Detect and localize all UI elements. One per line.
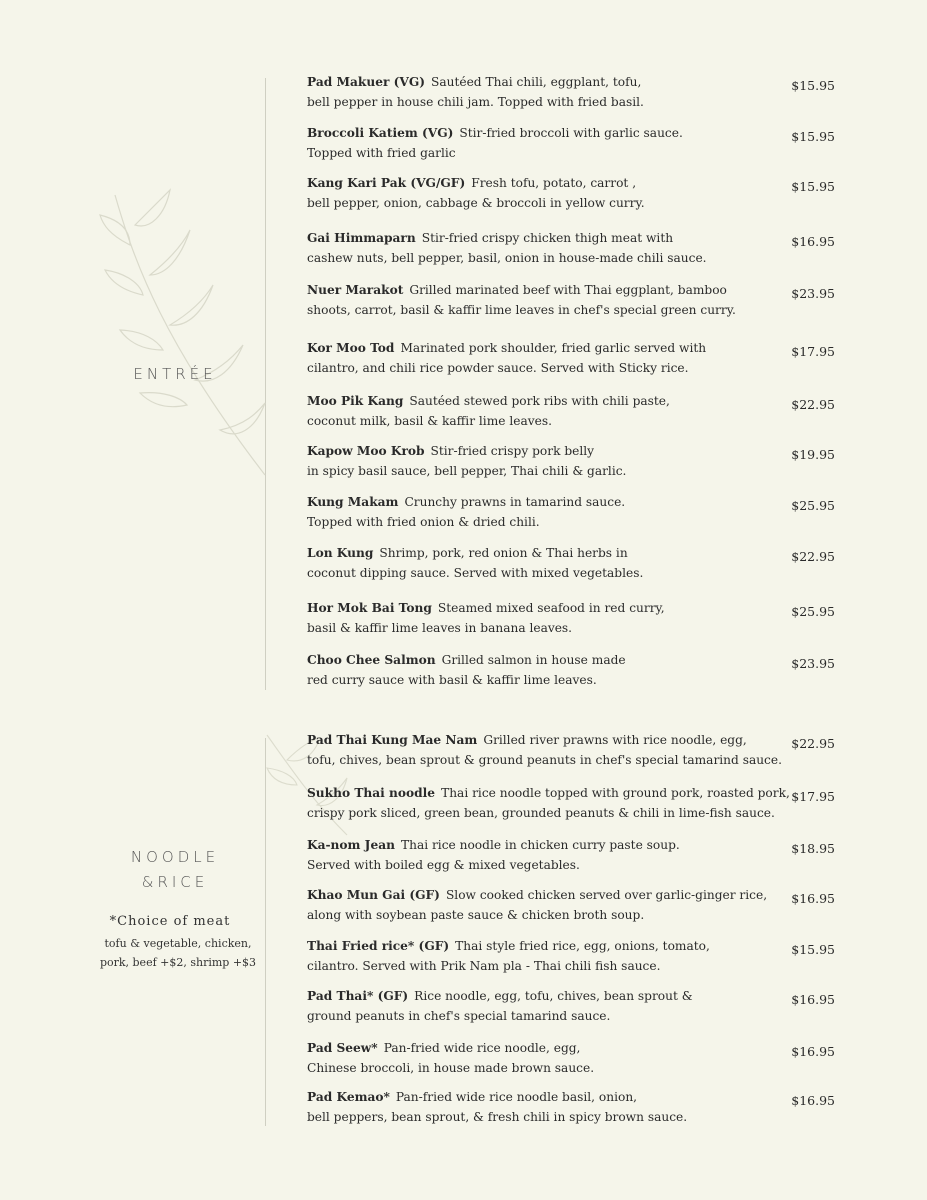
menu-item-price: $15.95 [791,942,835,957]
menu-item-line1 [307,986,787,1006]
menu-item-description-line2: basil & kaffir lime leaves in banana leaves. [307,621,573,635]
menu-item-description-line2: cashew nuts, bell pepper, basil, onion in house-made chili sauce. [307,251,707,265]
menu-item-line1 [307,936,787,956]
menu-item-description-line2: cilantro. Served with Prik Nam pla - Thai chili fish sauce. [307,959,661,973]
menu-item-line1 [307,492,787,512]
menu-item-name: Kung Makam [307,495,399,509]
menu-item-name: Khao Mun Gai (GF) [307,888,440,902]
menu-item-description-line2: coconut dipping sauce. Served with mixed vegetables. [307,566,644,580]
menu-item-line1 [307,280,787,300]
menu-item-price: $23.95 [791,656,835,671]
menu-item-line1 [307,835,787,855]
menu-item-description-line2: bell peppers, bean sprout, & fresh chili in spicy brown sauce. [307,1110,688,1124]
menu-item-price: $16.95 [791,1044,835,1059]
menu-item-description: Crunchy prawns in tamarind sauce. [404,495,626,509]
menu-item [307,228,907,268]
menu-item-description-line2: bell pepper in house chili jam. Topped with fried basil. [307,95,644,109]
noodle-title-line1: NOODLE [130,848,220,866]
menu-item-price: $16.95 [791,891,835,906]
menu-item [307,650,907,690]
noodle-title-line2: &RICE [141,873,209,891]
menu-item-price: $23.95 [791,286,835,301]
menu-item-price: $16.95 [791,1093,835,1108]
menu-item-description-line2: Served with boiled egg & mixed vegetables. [307,858,580,872]
menu-item-description: Stir-fried crispy pork belly [430,444,595,458]
menu-item-price: $18.95 [791,841,835,856]
menu-item-name: Kang Kari Pak (VG/GF) [307,176,466,190]
entree-title: ENTRÉE [133,365,217,383]
menu-item [307,123,907,163]
menu-item [307,1038,907,1078]
menu-item-name: Hor Mok Bai Tong [307,601,432,615]
menu-item-description-line2: crispy pork sliced, green bean, grounded peanuts & chili in lime-fish sauce. [307,806,775,820]
meat-choice-title: *Choice of meat [109,914,231,929]
leaf-decoration-icon [95,185,275,485]
menu-item-description: Marinated pork shoulder, fried garlic served with [400,341,707,355]
menu-item [307,391,907,431]
menu-item [307,783,907,823]
menu-item-description: Fresh tofu, potato, carrot , [471,176,637,190]
menu-item-price: $16.95 [791,992,835,1007]
menu-item-description-line2: bell pepper, onion, cabbage & broccoli in yellow curry. [307,196,645,210]
menu-item-price: $15.95 [791,78,835,93]
menu-item-description: Sautéed Thai chili, eggplant, tofu, [431,75,642,89]
menu-item-description: Sautéed stewed pork ribs with chili paste, [409,394,670,408]
menu-item-line1 [307,228,787,248]
menu-item-price: $25.95 [791,604,835,619]
menu-item [307,986,907,1026]
meat-choice-line2: pork, beef +$2, shrimp +$3 [99,956,257,969]
menu-item-line1 [307,543,787,563]
menu-item-name: Broccoli Katiem (VG) [307,126,454,140]
menu-item [307,1087,907,1127]
menu-item-description-line2: Chinese broccoli, in house made brown sauce. [307,1061,595,1075]
menu-item-name: Pad Thai* (GF) [307,989,409,1003]
menu-item-description: Shrimp, pork, red onion & Thai herbs in [379,546,628,560]
menu-item [307,936,907,976]
menu-item-description: Pan-fried wide rice noodle, egg, [383,1041,581,1055]
menu-item [307,441,907,481]
menu-item-line1 [307,598,787,618]
menu-item-description-line2: cilantro, and chili rice powder sauce. Served with Sticky rice. [307,361,689,375]
menu-item-line1 [307,650,787,670]
menu-item-name: Thai Fried rice* (GF) [307,939,450,953]
menu-item-description: Slow cooked chicken served over garlic-ginger rice, [445,888,768,902]
menu-item-line1 [307,338,787,358]
menu-item [307,543,907,583]
menu-item-price: $16.95 [791,234,835,249]
menu-item [307,72,907,112]
menu-item-line1 [307,783,790,803]
menu-item-description: Grilled marinated beef with Thai eggplant, bamboo [409,283,727,297]
menu-item-price: $25.95 [791,498,835,513]
menu-item [307,835,907,875]
noodle-title [100,845,250,895]
menu-item-description: Thai style fried rice, egg, onions, tomato, [455,939,710,953]
menu-item-name: Kor Moo Tod [307,341,395,355]
menu-item-description-line2: tofu, chives, bean sprout & ground peanuts in chef's special tamarind sauce. [307,753,782,767]
menu-item-price: $17.95 [791,789,835,804]
menu-item-price: $19.95 [791,447,835,462]
menu-item-description: Stir-fried broccoli with garlic sauce. [459,126,683,140]
menu-item-name: Ka-nom Jean [307,838,395,852]
menu-item-price: $22.95 [791,549,835,564]
menu-item [307,338,907,378]
menu-item-line1 [307,730,787,750]
menu-item-description-line2: red curry sauce with basil & kaffir lime leaves. [307,673,597,687]
menu-item-name: Choo Chee Salmon [307,653,436,667]
menu-item-name: Pad Seew* [307,1041,378,1055]
menu-item-description-line2: Topped with fried garlic [307,146,456,160]
menu-item-name: Kapow Moo Krob [307,444,425,458]
menu-item-line1 [307,123,787,143]
menu-item-description-line2: shoots, carrot, basil & kaffir lime leaves in chef's special green curry. [307,303,736,317]
menu-item-description-line2: in spicy basil sauce, bell pepper, Thai chili & garlic. [307,464,627,478]
menu-item-description: Thai rice noodle in chicken curry paste soup. [400,838,680,852]
menu-item-line1 [307,72,787,92]
meat-choice-line1: tofu & vegetable, chicken, [104,937,252,950]
menu-item-price: $17.95 [791,344,835,359]
menu-item-line1 [307,1038,787,1058]
menu-item [307,730,907,770]
menu-item-description-line2: along with soybean paste sauce & chicken broth soup. [307,908,645,922]
menu-item-line1 [307,173,787,193]
menu-item-price: $15.95 [791,179,835,194]
menu-item-description-line2: coconut milk, basil & kaffir lime leaves. [307,414,552,428]
menu-item [307,173,907,213]
menu-item-name: Sukho Thai noodle [307,786,436,800]
menu-item [307,598,907,638]
meat-choice-text [98,934,258,972]
menu-item-line1 [307,885,787,905]
menu-item-line1 [307,1087,787,1107]
menu-item-description-line2: Topped with fried onion & dried chili. [307,515,540,529]
menu-item-description: Pan-fried wide rice noodle basil, onion, [395,1090,638,1104]
menu-item-description: Stir-fried crispy chicken thigh meat with [421,231,674,245]
menu-item [307,885,907,925]
menu-item-name: Lon Kung [307,546,374,560]
menu-item-line1 [307,441,787,461]
menu-item-description-line2: ground peanuts in chef's special tamarind sauce. [307,1009,611,1023]
menu-item-name: Moo Pik Kang [307,394,404,408]
menu-item-description: Grilled salmon in house made [441,653,626,667]
menu-item-description: Steamed mixed seafood in red curry, [437,601,665,615]
menu-item-name: Pad Thai Kung Mae Nam [307,733,478,747]
menu-item-description: Thai rice noodle topped with ground pork, roasted pork, [441,786,790,800]
menu-item-description: Grilled river prawns with rice noodle, egg, [483,733,747,747]
menu-item-price: $22.95 [791,397,835,412]
menu-item-name: Gai Himmaparn [307,231,416,245]
menu-item-name: Pad Makuer (VG) [307,75,426,89]
menu-item-price: $15.95 [791,129,835,144]
menu-item-description: Rice noodle, egg, tofu, chives, bean sprout & [414,989,693,1003]
menu-item-name: Pad Kemao* [307,1090,390,1104]
menu-item-price: $22.95 [791,736,835,751]
menu-item-line1 [307,391,787,411]
menu-item-name: Nuer Marakot [307,283,404,297]
menu-item [307,492,907,532]
menu-item [307,280,907,320]
